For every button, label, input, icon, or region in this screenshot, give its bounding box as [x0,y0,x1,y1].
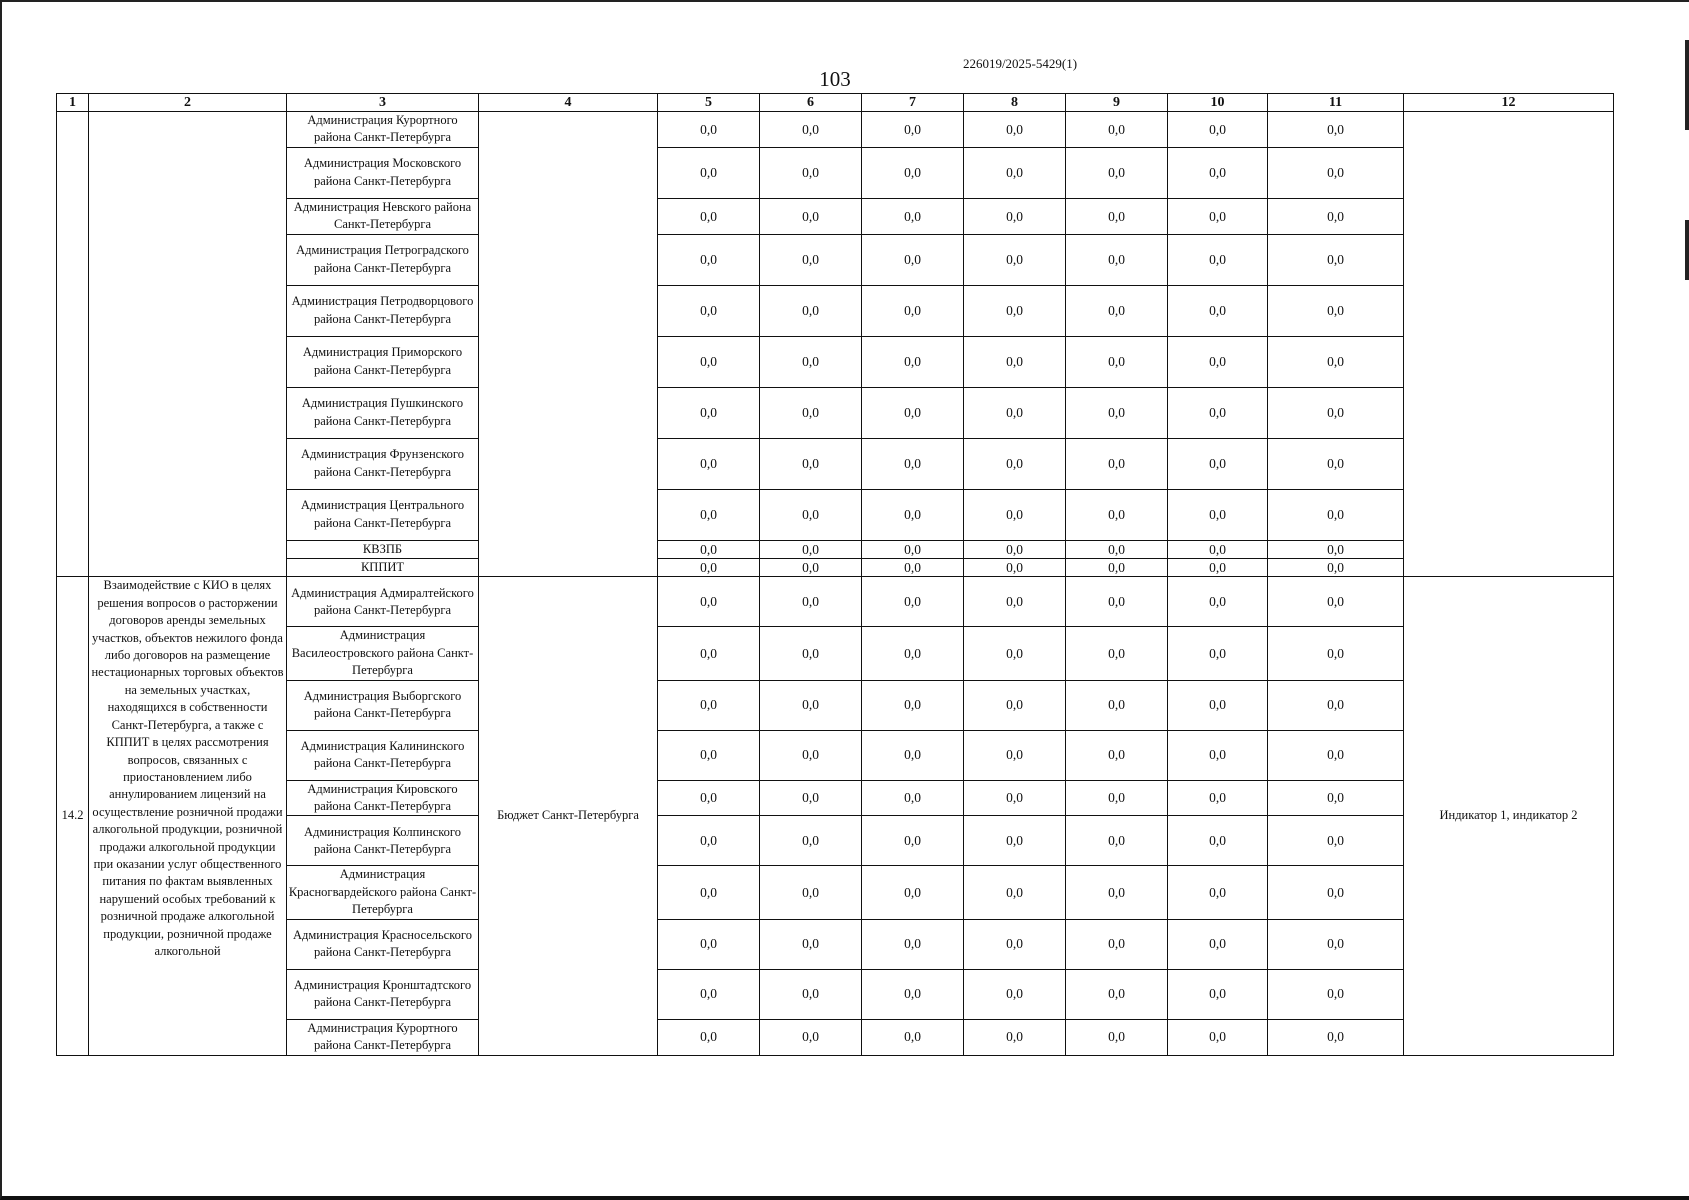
value-cell: 0,0 [1066,387,1168,438]
column-header: 2 [89,94,287,112]
executor-cell: Администрация Колпинского района Санкт-Петербурга [287,816,479,866]
value-cell: 0,0 [1268,285,1404,336]
value-cell: 0,0 [760,234,862,285]
executor-cell: Администрация Невского района Санкт-Петербурга [287,198,479,234]
value-cell: 0,0 [1268,234,1404,285]
value-cell: 0,0 [658,336,760,387]
value-cell: 0,0 [1268,438,1404,489]
value-cell: 0,0 [964,198,1066,234]
document-id: 226019/2025-5429(1) [962,56,1078,71]
value-cell: 0,0 [1168,234,1268,285]
value-cell: 0,0 [862,147,964,198]
executor-cell: Администрация Красносельского района Санкт-Петербурга [287,919,479,969]
executor-cell: Администрация Красногвардейского района Санкт-Петербурга [287,866,479,919]
executor-cell: Администрация Петродворцового района Санкт-Петербурга [287,285,479,336]
value-cell: 0,0 [1066,147,1168,198]
value-cell: 0,0 [964,387,1066,438]
table-row [57,1019,1614,1055]
value-cell: 0,0 [862,387,964,438]
value-cell: 0,0 [1066,577,1168,627]
value-cell: 0,0 [1168,147,1268,198]
value-cell: 0,0 [964,577,1066,627]
value-cell: 0,0 [1066,438,1168,489]
value-cell: 0,0 [1066,627,1168,680]
value-cell: 0,0 [1066,198,1168,234]
table-row [57,198,1614,234]
value-cell: 0,0 [760,285,862,336]
value-cell: 0,0 [760,866,862,919]
value-cell: 0,0 [1268,489,1404,540]
value-cell: 0,0 [658,285,760,336]
value-cell: 0,0 [658,559,760,577]
value-cell: 0,0 [658,969,760,1019]
value-cell: 0,0 [1268,730,1404,780]
value-cell: 0,0 [862,919,964,969]
value-cell: 0,0 [964,112,1066,148]
executor-cell: Администрация Петроградского района Санкт-Петербурга [287,234,479,285]
table-row [57,234,1614,285]
value-cell: 0,0 [1168,969,1268,1019]
value-cell: 0,0 [658,112,760,148]
value-cell: 0,0 [862,489,964,540]
value-cell: 0,0 [658,489,760,540]
table-row [57,147,1614,198]
value-cell: 0,0 [964,730,1066,780]
value-cell: 0,0 [658,198,760,234]
value-cell: 0,0 [862,559,964,577]
value-cell: 0,0 [658,147,760,198]
value-cell: 0,0 [760,198,862,234]
value-cell: 0,0 [658,438,760,489]
table-row [57,112,1614,148]
value-cell: 0,0 [658,627,760,680]
value-cell: 0,0 [1168,577,1268,627]
value-cell: 0,0 [862,285,964,336]
table-row [57,336,1614,387]
table-row [57,438,1614,489]
value-cell: 0,0 [1268,627,1404,680]
value-cell: 0,0 [658,234,760,285]
value-cell: 0,0 [862,438,964,489]
scan-edge-mark [1685,40,1689,130]
value-cell: 0,0 [1168,285,1268,336]
value-cell: 0,0 [964,1019,1066,1055]
table-row [57,559,1614,577]
value-cell: 0,0 [964,969,1066,1019]
value-cell: 0,0 [760,1019,862,1055]
value-cell: 0,0 [658,919,760,969]
value-cell: 0,0 [1066,1019,1168,1055]
column-header: 1 [57,94,89,112]
value-cell: 0,0 [760,627,862,680]
value-cell: 0,0 [1268,680,1404,730]
value-cell: 0,0 [1268,969,1404,1019]
value-cell: 0,0 [862,969,964,1019]
executor-cell: Администрация Кронштадтского района Санкт-Петербурга [287,969,479,1019]
executor-cell: КВЗПБ [287,540,479,558]
table-row [57,577,1614,627]
value-cell: 0,0 [1168,866,1268,919]
table-row [57,780,1614,816]
value-cell: 0,0 [760,577,862,627]
value-cell: 0,0 [964,540,1066,558]
value-cell: 0,0 [964,147,1066,198]
table-row [57,919,1614,969]
executor-cell: Администрация Адмиралтейского района Санкт-Петербурга [287,577,479,627]
value-cell: 0,0 [964,816,1066,866]
value-cell: 0,0 [1168,680,1268,730]
value-cell: 0,0 [658,730,760,780]
table-row [57,540,1614,558]
value-cell: 0,0 [964,285,1066,336]
value-cell: 0,0 [1168,438,1268,489]
executor-cell: Администрация Центрального района Санкт-Петербурга [287,489,479,540]
value-cell: 0,0 [862,234,964,285]
executor-cell: Администрация Калининского района Санкт-Петербурга [287,730,479,780]
value-cell: 0,0 [964,866,1066,919]
value-cell: 0,0 [1066,816,1168,866]
value-cell: 0,0 [1066,866,1168,919]
value-cell: 0,0 [964,627,1066,680]
column-header: 10 [1168,94,1268,112]
value-cell: 0,0 [1168,540,1268,558]
value-cell: 0,0 [658,680,760,730]
header-row [57,94,1614,112]
value-cell: 0,0 [1066,680,1168,730]
value-cell: 0,0 [1066,234,1168,285]
executor-cell: Администрация Кировского района Санкт-Петербурга [287,780,479,816]
value-cell: 0,0 [760,387,862,438]
column-header: 7 [862,94,964,112]
value-cell: 0,0 [1168,489,1268,540]
column-header: 11 [1268,94,1404,112]
value-cell: 0,0 [1066,489,1168,540]
value-cell: 0,0 [862,866,964,919]
table-row [57,489,1614,540]
value-cell: 0,0 [1168,919,1268,969]
value-cell: 0,0 [1066,969,1168,1019]
value-cell: 0,0 [760,780,862,816]
table-row [57,866,1614,919]
table-row [57,387,1614,438]
value-cell: 0,0 [862,577,964,627]
value-cell: 0,0 [862,336,964,387]
value-cell: 0,0 [1268,1019,1404,1055]
value-cell: 0,0 [1268,540,1404,558]
value-cell: 0,0 [1066,336,1168,387]
value-cell: 0,0 [1168,780,1268,816]
value-cell: 0,0 [862,730,964,780]
executor-cell: Администрация Василеостровского района Санкт-Петербурга [287,627,479,680]
table-row [57,730,1614,780]
value-cell: 0,0 [862,540,964,558]
column-header: 9 [1066,94,1168,112]
value-cell: 0,0 [1268,816,1404,866]
value-cell: 0,0 [1066,730,1168,780]
value-cell: 0,0 [964,559,1066,577]
scan-edge-mark [1685,220,1689,280]
value-cell: 0,0 [1066,540,1168,558]
column-header: 5 [658,94,760,112]
value-cell: 0,0 [760,438,862,489]
value-cell: 0,0 [1268,919,1404,969]
value-cell: 0,0 [1268,559,1404,577]
executor-cell: Администрация Курортного района Санкт-Петербурга [287,112,479,148]
value-cell: 0,0 [1268,147,1404,198]
value-cell: 0,0 [1268,577,1404,627]
value-cell: 0,0 [862,680,964,730]
value-cell: 0,0 [862,112,964,148]
table-row [57,627,1614,680]
item-number: 14.2 [57,577,89,1055]
value-cell: 0,0 [658,1019,760,1055]
value-cell: 0,0 [1066,919,1168,969]
value-cell: 0,0 [1268,198,1404,234]
section-a-indicators [1404,112,1614,577]
executor-cell: Администрация Пушкинского района Санкт-Петербурга [287,387,479,438]
column-header: 3 [287,94,479,112]
value-cell: 0,0 [760,489,862,540]
value-cell: 0,0 [1066,285,1168,336]
indicators-cell: Индикатор 1, индикатор 2 [1404,577,1614,1055]
value-cell: 0,0 [964,336,1066,387]
value-cell: 0,0 [658,577,760,627]
value-cell: 0,0 [658,540,760,558]
item-description: Взаимодействие с КИО в целях решения вопросов о расторжении договоров аренды земельных участков, объектов нежилого фонда либо договоров на размещение нестационарных торговых объектов на земельных участках, находящихся в собственности Санкт-Петербурга, а также с КППИТ в целях рассмотрения вопросов, связанных с приостановлением либо аннулированием лицензий на осуществление розничной продажи алкогольной продукции, розничной продажи алкогольной продукции при оказании услуг общественного питания по фактам выявленных нарушений особых требований к розничной продаже алкогольной продукции, розничной продаже алкогольной [89,577,287,1055]
value-cell: 0,0 [760,112,862,148]
value-cell: 0,0 [862,627,964,680]
value-cell: 0,0 [1268,866,1404,919]
value-cell: 0,0 [1066,559,1168,577]
executor-cell: Администрация Выборгского района Санкт-Петербурга [287,680,479,730]
value-cell: 0,0 [964,680,1066,730]
value-cell: 0,0 [760,540,862,558]
executor-cell: Администрация Фрунзенского района Санкт-Петербурга [287,438,479,489]
value-cell: 0,0 [658,866,760,919]
value-cell: 0,0 [760,816,862,866]
value-cell: 0,0 [658,816,760,866]
column-header: 8 [964,94,1066,112]
value-cell: 0,0 [862,816,964,866]
value-cell: 0,0 [862,1019,964,1055]
value-cell: 0,0 [1168,559,1268,577]
value-cell: 0,0 [964,919,1066,969]
executor-cell: Администрация Приморского района Санкт-Петербурга [287,336,479,387]
value-cell: 0,0 [760,969,862,1019]
value-cell: 0,0 [862,780,964,816]
section-a-number [57,112,89,577]
value-cell: 0,0 [1268,336,1404,387]
executor-cell: Администрация Курортного района Санкт-Петербурга [287,1019,479,1055]
table-row [57,969,1614,1019]
value-cell: 0,0 [1066,112,1168,148]
value-cell: 0,0 [658,780,760,816]
value-cell: 0,0 [964,489,1066,540]
column-header: 12 [1404,94,1614,112]
budget-table [56,93,1614,1056]
column-header: 6 [760,94,862,112]
value-cell: 0,0 [760,680,862,730]
executor-cell: КППИТ [287,559,479,577]
table-row [57,816,1614,866]
value-cell: 0,0 [964,780,1066,816]
value-cell: 0,0 [760,559,862,577]
page-number: 103 [819,67,851,91]
value-cell: 0,0 [1168,336,1268,387]
value-cell: 0,0 [862,198,964,234]
value-cell: 0,0 [760,919,862,969]
value-cell: 0,0 [658,387,760,438]
table-row [57,285,1614,336]
value-cell: 0,0 [964,438,1066,489]
value-cell: 0,0 [1066,780,1168,816]
section-a-description [89,112,287,577]
value-cell: 0,0 [1268,387,1404,438]
section-a-source [479,112,658,577]
value-cell: 0,0 [760,336,862,387]
column-header: 4 [479,94,658,112]
value-cell: 0,0 [760,147,862,198]
value-cell: 0,0 [964,234,1066,285]
value-cell: 0,0 [1168,816,1268,866]
value-cell: 0,0 [760,730,862,780]
funding-source: Бюджет Санкт-Петербурга [479,577,658,1055]
value-cell: 0,0 [1168,387,1268,438]
value-cell: 0,0 [1168,198,1268,234]
value-cell: 0,0 [1168,627,1268,680]
value-cell: 0,0 [1168,730,1268,780]
value-cell: 0,0 [1168,1019,1268,1055]
value-cell: 0,0 [1268,780,1404,816]
value-cell: 0,0 [1168,112,1268,148]
value-cell: 0,0 [1268,112,1404,148]
table-row [57,680,1614,730]
executor-cell: Администрация Московского района Санкт-Петербурга [287,147,479,198]
